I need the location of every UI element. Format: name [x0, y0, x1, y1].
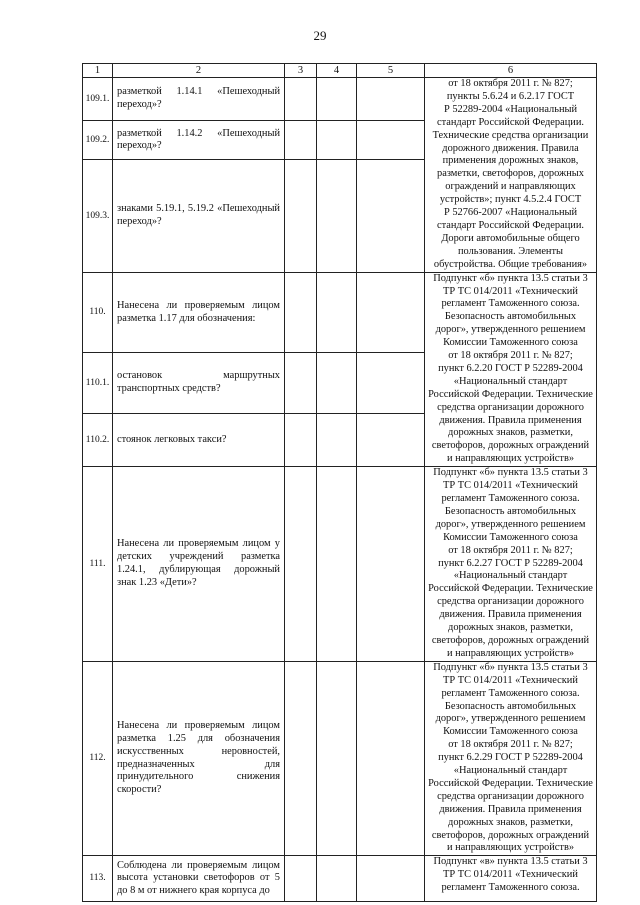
answer-cell-4: [317, 467, 357, 662]
table-row: [83, 272, 597, 353]
answer-cell-3: [285, 160, 317, 272]
row-number: 109.3.: [83, 160, 113, 272]
legal-reference: [425, 467, 597, 662]
answer-cell-5: [357, 160, 425, 272]
answer-cell-5: [357, 467, 425, 662]
page-number: 29: [313, 28, 327, 43]
answer-cell-3: [285, 856, 317, 902]
answer-cell-4: [317, 414, 357, 467]
answer-cell-3: [285, 414, 317, 467]
row-number: 110.: [83, 272, 113, 353]
answer-cell-3: [285, 467, 317, 662]
legal-reference-text: Подпункт «б» пункта 13.5 статьи 3 ТР ТС 014/2011 «Технический регламент Таможенного союза. Безопасность автомобильных дорог», утвержденного решением Комиссии Таможенного союза от 18 октября 2011 г. № 827; пункт 6.2.29 ГОСТ Р 52289-2004 «Национальный стандарт Российской Федерации. Технические средства организации дорожного движения. Правила применения дорожных знаков, разметки, светофоров, дорожных ограждений и направляющих устройств»: [428, 661, 593, 854]
answer-cell-3: [285, 661, 317, 856]
legal-reference-text: Подпункт «б» пункта 13.5 статьи 3 ТР ТС 014/2011 «Технический регламент Таможенного союза. Безопасность автомобильных дорог», утвержденного решением Комиссии Таможенного союза от 18 октября 2011 г. № 827; пункт 6.2.27 ГОСТ Р 52289-2004 «Национальный стандарт Российской Федерации. Технические средства организации дорожного движения. Правила применения дорожных знаков, разметки, светофоров, дорожных ограждений и направляющих устройств»: [428, 467, 593, 659]
header-cell: 4: [317, 64, 357, 78]
answer-cell-3: [285, 353, 317, 414]
legal-reference: [425, 78, 597, 273]
question-text: остановок маршрутных транспортных средств?: [113, 353, 285, 414]
row-number: 112.: [83, 661, 113, 856]
row-number: 110.2.: [83, 414, 113, 467]
header-row: [83, 64, 597, 78]
question-text: разметкой 1.14.1 «Пешеходный переход»?: [113, 78, 285, 121]
legal-reference: [425, 272, 597, 467]
header-cell: 1: [83, 64, 113, 78]
table-row: [83, 78, 597, 121]
question-text: Нанесена ли проверяемым лицом у детских учреждений разметка 1.24.1, дублирующая дорожный знак 1.23 «Дети»?: [113, 467, 285, 662]
answer-cell-5: [357, 661, 425, 856]
answer-cell-5: [357, 856, 425, 902]
row-number: 109.1.: [83, 78, 113, 121]
header-cell: 5: [357, 64, 425, 78]
question-text: Нанесена ли проверяемым лицом разметка 1.25 для обозначения искусственных неровностей, предназначенных для принудительного снижения скорости?: [113, 661, 285, 856]
question-text: Нанесена ли проверяемым лицом разметка 1.17 для обозначения:: [113, 272, 285, 353]
question-text: разметкой 1.14.2 «Пешеходный переход»?: [113, 121, 285, 160]
answer-cell-5: [357, 78, 425, 121]
answer-cell-5: [357, 414, 425, 467]
answer-cell-5: [357, 272, 425, 353]
answer-cell-4: [317, 661, 357, 856]
legal-reference: [425, 856, 597, 902]
legal-reference-text: Подпункт «б» пункта 13.5 статьи 3 ТР ТС 014/2011 «Технический регламент Таможенного союза. Безопасность автомобильных дорог», утвержденного решением Комиссии Таможенного союза от 18 октября 2011 г. № 827; пункт 6.2.20 ГОСТ Р 52289-2004 «Национальный стандарт Российской Федерации. Технические средства организации дорожного движения. Правила применения дорожных знаков, разметки, светофоров, дорожных ограждений и направляющих устройств»: [428, 272, 593, 465]
header-cell: 3: [285, 64, 317, 78]
answer-cell-5: [357, 353, 425, 414]
header-cell: 6: [425, 64, 597, 78]
answer-cell-4: [317, 121, 357, 160]
legal-reference-text: от 18 октября 2011 г. № 827; пункты 5.6.24 и 6.2.17 ГОСТ Р 52289-2004 «Национальный стандарт Российской Федерации. Технические средства организации дорожного движения. Правила применения дорожных знаков, разметки, светофоров, дорожных ограждений и направляющих устройств»; пункт 4.5.2.4 ГОСТ Р 52766-2007 «Национальный стандарт Российской Федерации. Дороги автомобильные общего пользования. Элементы обустройства. Общие требования»: [432, 78, 589, 270]
answer-cell-3: [285, 272, 317, 353]
answer-cell-4: [317, 78, 357, 121]
row-number: 111.: [83, 467, 113, 662]
legal-reference: [425, 661, 597, 856]
row-number: 109.2.: [83, 121, 113, 160]
answer-cell-3: [285, 121, 317, 160]
table-row: [83, 856, 597, 902]
checklist-table: [82, 63, 597, 902]
table-row: [83, 467, 597, 662]
answer-cell-4: [317, 272, 357, 353]
table-row: [83, 661, 597, 856]
answer-cell-4: [317, 160, 357, 272]
answer-cell-5: [357, 121, 425, 160]
answer-cell-4: [317, 856, 357, 902]
legal-reference-text: Подпункт «в» пункта 13.5 статьи 3 ТР ТС 014/2011 «Технический регламент Таможенного союза.: [433, 856, 588, 894]
answer-cell-4: [317, 353, 357, 414]
row-number: 113.: [83, 856, 113, 902]
question-text: знаками 5.19.1, 5.19.2 «Пешеходный переход»?: [113, 160, 285, 272]
answer-cell-3: [285, 78, 317, 121]
header-cell: 2: [113, 64, 285, 78]
question-text: Соблюдена ли проверяемым лицом высота установки светофоров от 5 до 8 м от нижнего края корпуса до: [113, 856, 285, 902]
question-text: стоянок легковых такси?: [113, 414, 285, 467]
row-number: 110.1.: [83, 353, 113, 414]
